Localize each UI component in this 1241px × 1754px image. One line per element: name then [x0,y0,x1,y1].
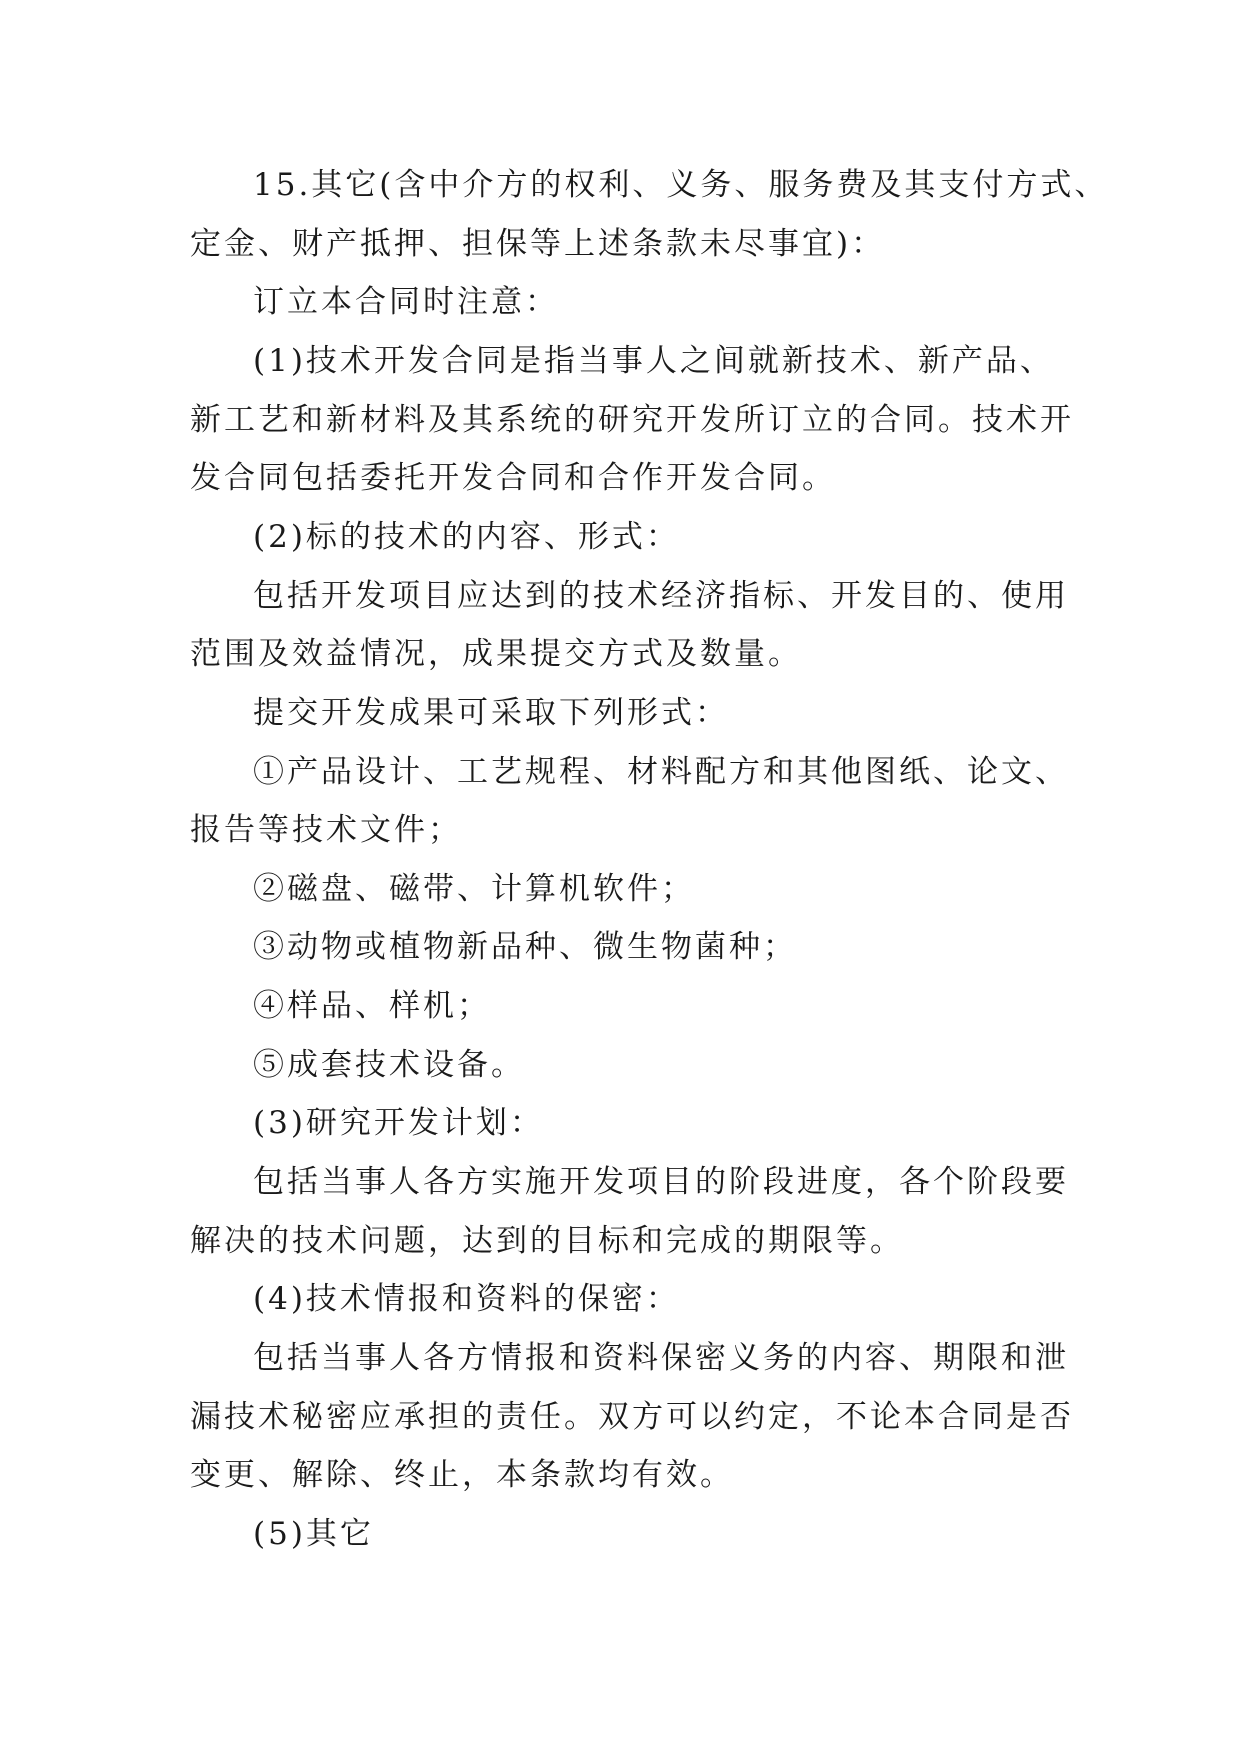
deliverable-item-2: ②磁盘、磁带、计算机软件； [253,871,695,907]
deliverable-forms-heading: 提交开发成果可采取下列形式： [253,695,729,731]
note-1-line-2: 新工艺和新材料及其系统的研究开发所订立的合同。技术开 [190,402,1074,438]
notes-heading: 订立本合同时注意： [253,284,559,320]
deliverable-item-3: ③动物或植物新品种、微生物菌种； [253,929,797,965]
note-1-line-3: 发合同包括委托开发合同和合作开发合同。 [190,460,836,496]
note-4-body-line-2: 漏技术秘密应承担的责任。双方可以约定，不论本合同是否 [190,1399,1074,1435]
clause-15-heading-line-2: 定金、财产抵押、担保等上述条款未尽事宜)： [190,226,886,262]
note-2-body-line-1: 包括开发项目应达到的技术经济指标、开发目的、使用 [253,578,1069,614]
note-1-line-1: (1)技术开发合同是指当事人之间就新技术、新产品、 [253,343,1054,379]
note-3-body-line-2: 解决的技术问题，达到的目标和完成的期限等。 [190,1223,904,1259]
deliverable-item-1-line-1: ①产品设计、工艺规程、材料配方和其他图纸、论文、 [253,754,1069,790]
deliverable-item-4: ④样品、样机； [253,988,491,1024]
note-4-body-line-3: 变更、解除、终止，本条款均有效。 [190,1457,734,1493]
note-4-body-line-1: 包括当事人各方情报和资料保密义务的内容、期限和泄 [253,1340,1069,1376]
note-3-heading: (3)研究开发计划： [253,1105,544,1141]
clause-15-heading-line-1: 15.其它(含中介方的权利、义务、服务费及其支付方式、 [253,167,1109,203]
deliverable-item-1-line-2: 报告等技术文件； [190,812,462,848]
deliverable-item-5: ⑤成套技术设备。 [253,1047,525,1083]
note-3-body-line-1: 包括当事人各方实施开发项目的阶段进度，各个阶段要 [253,1164,1069,1200]
note-2-heading: (2)标的技术的内容、形式： [253,519,680,555]
note-5-heading: (5)其它 [253,1516,374,1552]
note-4-heading: (4)技术情报和资料的保密： [253,1281,680,1317]
note-2-body-line-2: 范围及效益情况，成果提交方式及数量。 [190,636,802,672]
